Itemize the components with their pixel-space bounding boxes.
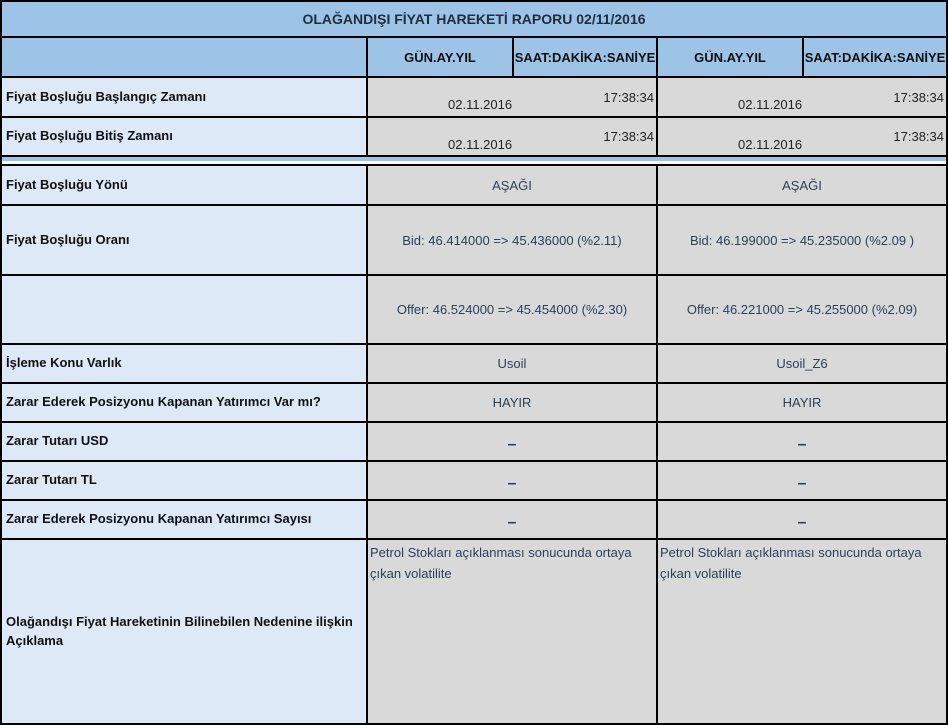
row-label-ratio-offer-blank bbox=[2, 276, 366, 343]
ratio-bid-right: Bid: 46.199000 => 45.235000 (%2.09 ) bbox=[658, 206, 946, 274]
loss-usd-left: – bbox=[368, 423, 656, 460]
ratio-bid-left: Bid: 46.414000 => 45.436000 (%2.11) bbox=[368, 206, 656, 274]
investor-count-left: – bbox=[368, 501, 656, 538]
asset-left: Usoil bbox=[368, 345, 656, 382]
row-label-explanation: Olağandışı Fiyat Hareketinin Bilinebilen Nedenine ilişkin Açıklama bbox=[2, 540, 366, 723]
start-time-right-cell bbox=[658, 78, 946, 116]
row-label-loss-usd: Zarar Tutarı USD bbox=[2, 423, 366, 460]
direction-left: AŞAĞI bbox=[368, 166, 656, 204]
loss-tl-right: – bbox=[658, 462, 946, 499]
colhead-date-1: GÜN.AY.YIL bbox=[368, 38, 512, 76]
end-time-right-cell bbox=[658, 118, 946, 155]
row-label-asset: İşleme Konu Varlık bbox=[2, 345, 366, 382]
direction-right: AŞAĞI bbox=[658, 166, 946, 204]
ratio-offer-left: Offer: 46.524000 => 45.454000 (%2.30) bbox=[368, 276, 656, 343]
end-time-left-cell bbox=[368, 118, 656, 155]
start-time-right: 17:38:34 bbox=[893, 90, 944, 105]
start-time-left-cell bbox=[368, 78, 656, 116]
row-label-loss-tl: Zarar Tutarı TL bbox=[2, 462, 366, 499]
loss-tl-left: – bbox=[368, 462, 656, 499]
start-date-left: 02.11.2016 bbox=[448, 97, 513, 112]
report-title: OLAĞANDIŞI FİYAT HAREKETİ RAPORU 02/11/2016 bbox=[2, 2, 946, 36]
start-date-right: 02.11.2016 bbox=[738, 97, 803, 112]
ratio-offer-right: Offer: 46.221000 => 45.255000 (%2.09) bbox=[658, 276, 946, 343]
row-label-investor-count: Zarar Ederek Posizyonu Kapanan Yatırımcı Sayısı bbox=[2, 501, 366, 538]
explanation-right: Petrol Stokları açıklanması sonucunda ortaya çıkan volatilite bbox=[658, 540, 946, 723]
end-time-left: 17:38:34 bbox=[603, 129, 654, 144]
asset-right: Usoil_Z6 bbox=[658, 345, 946, 382]
explanation-left: Petrol Stokları açıklanması sonucunda ortaya çıkan volatilite bbox=[368, 540, 656, 723]
row-label-direction: Fiyat Boşluğu Yönü bbox=[2, 166, 366, 204]
row-label-ratio: Fiyat Boşluğu Oranı bbox=[2, 206, 366, 274]
colhead-time-1: SAAT:DAKİKA:SANİYE bbox=[514, 38, 656, 76]
header-blank-cell bbox=[2, 38, 366, 76]
loss-exists-right: HAYIR bbox=[658, 384, 946, 421]
end-date-left: 02.11.2016 bbox=[448, 137, 513, 152]
row-label-loss-exists: Zarar Ederek Posizyonu Kapanan Yatırımcı Var mı? bbox=[2, 384, 366, 421]
row-label-end-time: Fiyat Boşluğu Bitiş Zamanı bbox=[2, 118, 366, 155]
start-time-left: 17:38:34 bbox=[603, 90, 654, 105]
section-separator-gap bbox=[2, 161, 946, 164]
end-date-right: 02.11.2016 bbox=[738, 137, 803, 152]
investor-count-right: – bbox=[658, 501, 946, 538]
loss-exists-left: HAYIR bbox=[368, 384, 656, 421]
end-time-right: 17:38:34 bbox=[893, 129, 944, 144]
loss-usd-right: – bbox=[658, 423, 946, 460]
colhead-time-2: SAAT:DAKİKA:SANİYE bbox=[804, 38, 946, 76]
row-label-start-time: Fiyat Boşluğu Başlangıç Zamanı bbox=[2, 78, 366, 116]
colhead-date-2: GÜN.AY.YIL bbox=[658, 38, 802, 76]
